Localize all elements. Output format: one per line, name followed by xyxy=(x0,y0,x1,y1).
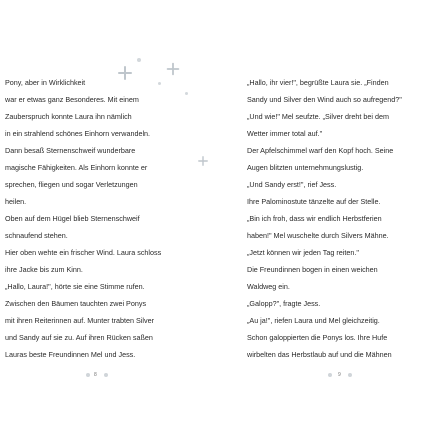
sparkle-dot xyxy=(137,58,141,62)
text-line: sprechen, fliegen und sogar Verletzungen xyxy=(5,180,138,189)
text-line: „Jetzt können wir jeden Tag reiten." xyxy=(247,248,359,257)
text-line: Wetter immer total auf." xyxy=(247,129,323,138)
text-line: „Bin ich froh, dass wir endlich Herbstferien xyxy=(247,214,382,223)
text-line: Oben auf dem Hügel blieb Sternenschweif xyxy=(5,214,140,223)
page-number-ornament xyxy=(104,373,108,377)
text-line: „Hallo, ihr vier!", begrüßte Laura sie. „Finden xyxy=(247,78,389,87)
text-line: heilen. xyxy=(5,197,27,206)
text-line: „Hallo, Laura!", hörte sie eine Stimme rufen. xyxy=(5,282,145,291)
text-line: Der Apfelschimmel warf den Kopf hoch. Seine xyxy=(247,146,394,155)
text-line: „Und wie!" Mel seufzte. „Silver dreht bei dem xyxy=(247,112,389,121)
text-line: Augen blitzten unternehmungslustig. xyxy=(247,163,364,172)
text-line: „Und Sandy erst!", rief Jess. xyxy=(247,180,337,189)
text-line: Hier oben wehte ein frischer Wind. Laura schloss xyxy=(5,248,162,257)
text-line: und Sandy auf sie zu. Auf ihren Rücken saßen xyxy=(5,333,153,342)
left-page-text xyxy=(5,74,211,363)
text-line: mit ihren Reiterinnen auf. Munter trabten Silver xyxy=(5,316,155,325)
text-line: war er etwas ganz Besonderes. Mit einem xyxy=(5,95,139,104)
page-number-right: 9 xyxy=(338,372,341,378)
text-line: Waldweg ein. xyxy=(247,282,290,291)
text-line: Lauras beste Freundinnen Mel und Jess. xyxy=(5,350,136,359)
page-number-ornament xyxy=(328,373,332,377)
text-line: haben!" Mel wuschelte durch Silvers Mähne. xyxy=(247,231,389,240)
text-line: Schon galoppierten die Ponys los. Ihre Hufe xyxy=(247,333,388,342)
text-line: Ihre Palominostute tänzelte auf der Stelle. xyxy=(247,197,381,206)
text-line: Dann besaß Sternenschweif wunderbare xyxy=(5,146,136,155)
text-line: Die Freundinnen bogen in einen weichen xyxy=(247,265,378,274)
page-number-ornament xyxy=(86,373,90,377)
page-number-ornament xyxy=(348,373,352,377)
text-line: in ein strahlend schönes Einhorn verwandeln. xyxy=(5,129,151,138)
text-line: „Galopp?", fragte Jess. xyxy=(247,299,321,308)
page-number-left: 8 xyxy=(94,372,97,378)
text-line: Zauberspruch konnte Laura ihn nämlich xyxy=(5,112,132,121)
text-line: wirbelten das Herbstlaub auf und die Mähnen xyxy=(247,350,392,359)
text-line: Sandy und Silver den Wind auch so aufregend?" xyxy=(247,95,402,104)
text-line: Zwischen den Bäumen tauchten zwei Ponys xyxy=(5,299,147,308)
text-line: magische Fähigkeiten. Als Einhorn konnte er xyxy=(5,163,148,172)
text-line: ihre Jacke bis zum Kinn. xyxy=(5,265,83,274)
text-line: Pony, aber in Wirklichkeit xyxy=(5,78,86,87)
text-line: schnaufend stehen. xyxy=(5,231,68,240)
right-page-text xyxy=(247,74,437,363)
text-line: „Au ja!", riefen Laura und Mel gleichzeitig. xyxy=(247,316,380,325)
